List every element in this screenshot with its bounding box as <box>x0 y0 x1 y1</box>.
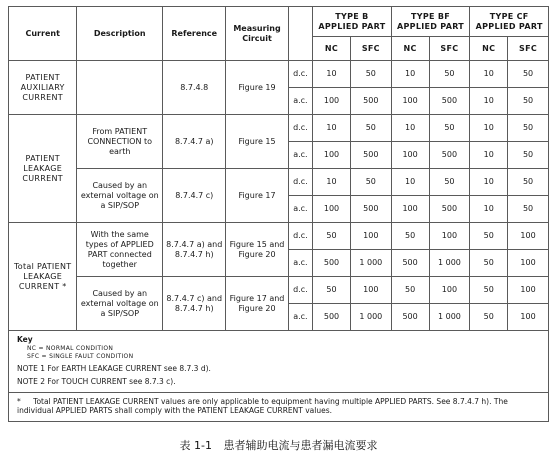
description-cell: Caused by an external voltage on a SIP/SOP <box>77 277 163 331</box>
key-nc: NC = NORMAL CONDITION <box>27 345 114 353</box>
header-description: Description <box>77 7 163 61</box>
table-row <box>9 223 549 250</box>
value-cell: 500 <box>391 304 429 331</box>
value-cell: 100 <box>508 250 549 277</box>
current-type-cell: d.c. <box>288 115 312 142</box>
value-cell: 10 <box>313 115 351 142</box>
value-cell: 50 <box>470 223 508 250</box>
value-cell: 50 <box>508 88 549 115</box>
value-cell: 500 <box>391 250 429 277</box>
description-cell <box>77 61 163 115</box>
value-cell: 50 <box>350 61 391 88</box>
value-cell: 10 <box>470 61 508 88</box>
reference-cell: 8.7.4.7 a) <box>163 115 226 169</box>
value-cell: 50 <box>429 115 470 142</box>
value-cell: 100 <box>508 277 549 304</box>
header-sfc: SFC <box>429 37 470 61</box>
value-cell: 50 <box>470 304 508 331</box>
value-cell: 100 <box>508 223 549 250</box>
value-cell: 50 <box>313 277 351 304</box>
value-cell: 50 <box>429 169 470 196</box>
value-cell: 50 <box>508 61 549 88</box>
key-section <box>8 331 549 393</box>
reference-cell: 8.7.4.7 c) and 8.7.4.7 h) <box>163 277 226 331</box>
header-type-bf: TYPE BF APPLIED PART <box>391 7 470 37</box>
header-nc: NC <box>313 37 351 61</box>
caption-label: 表 1-1 <box>179 439 212 452</box>
circuit-cell: Figure 19 <box>226 61 288 115</box>
value-cell: 500 <box>350 196 391 223</box>
value-cell: 50 <box>508 115 549 142</box>
value-cell: 10 <box>470 115 508 142</box>
value-cell: 10 <box>470 196 508 223</box>
value-cell: 500 <box>429 142 470 169</box>
value-cell: 1 000 <box>350 250 391 277</box>
current-cell: PATIENT AUXILIARY CURRENT <box>9 61 77 115</box>
value-cell: 10 <box>470 88 508 115</box>
value-cell: 500 <box>429 88 470 115</box>
value-cell: 500 <box>350 88 391 115</box>
header-nc: NC <box>391 37 429 61</box>
footnote-marker: * <box>17 396 21 406</box>
reference-cell: 8.7.4.7 c) <box>163 169 226 223</box>
circuit-cell: Figure 15 and Figure 20 <box>226 223 288 277</box>
current-type-cell: d.c. <box>288 277 312 304</box>
value-cell: 10 <box>470 169 508 196</box>
current-type-cell: d.c. <box>288 169 312 196</box>
document-sheet <box>8 6 549 422</box>
description-cell: With the same types of APPLIED PART connected together <box>77 223 163 277</box>
header-sfc: SFC <box>508 37 549 61</box>
value-cell: 50 <box>470 277 508 304</box>
current-cell: PATIENT LEAKAGE CURRENT <box>9 115 77 223</box>
current-type-cell: a.c. <box>288 250 312 277</box>
value-cell: 10 <box>313 61 351 88</box>
value-cell: 10 <box>391 115 429 142</box>
value-cell: 10 <box>470 142 508 169</box>
note-1: NOTE 1 For EARTH LEAKAGE CURRENT see 8.7.3 d). <box>17 364 211 374</box>
value-cell: 50 <box>313 223 351 250</box>
value-cell: 50 <box>508 169 549 196</box>
value-cell: 100 <box>391 88 429 115</box>
value-cell: 100 <box>313 196 351 223</box>
reference-cell: 8.7.4.8 <box>163 61 226 115</box>
value-cell: 50 <box>350 169 391 196</box>
circuit-cell: Figure 17 <box>226 169 288 223</box>
table-row <box>9 277 549 304</box>
footnote-text: Total PATIENT LEAKAGE CURRENT values are only applicable to equipment having multiple APPLIED PARTS. See 8.7.4.7 h). The individual APPLIED PARTS shall comply with the PATIENT LEAKAGE CURRENT values. <box>17 396 508 416</box>
table-row <box>9 61 549 88</box>
note-2: NOTE 2 For TOUCH CURRENT see 8.7.3 c). <box>17 377 176 387</box>
value-cell: 50 <box>391 277 429 304</box>
header-type-cf: TYPE CF APPLIED PART <box>470 7 549 37</box>
footnote-box <box>8 393 549 423</box>
key-title: Key <box>17 335 33 344</box>
value-cell: 1 000 <box>429 304 470 331</box>
value-cell: 50 <box>508 142 549 169</box>
reference-cell: 8.7.4.7 a) and 8.7.4.7 h) <box>163 223 226 277</box>
current-type-cell: a.c. <box>288 196 312 223</box>
value-cell: 10 <box>313 169 351 196</box>
table-row <box>9 115 549 142</box>
header-current: Current <box>9 7 77 61</box>
value-cell: 50 <box>350 115 391 142</box>
table-caption <box>0 437 557 453</box>
current-type-cell: a.c. <box>288 304 312 331</box>
value-cell: 10 <box>391 169 429 196</box>
value-cell: 50 <box>508 196 549 223</box>
current-type-cell: d.c. <box>288 61 312 88</box>
key-sfc: SFC = SINGLE FAULT CONDITION <box>27 353 134 361</box>
current-type-cell: d.c. <box>288 223 312 250</box>
value-cell: 500 <box>350 142 391 169</box>
description-cell: Caused by an external voltage on a SIP/SOP <box>77 169 163 223</box>
header-nc: NC <box>470 37 508 61</box>
value-cell: 100 <box>350 223 391 250</box>
value-cell: 50 <box>391 223 429 250</box>
value-cell: 100 <box>313 88 351 115</box>
value-cell: 100 <box>350 277 391 304</box>
value-cell: 50 <box>429 61 470 88</box>
header-type-b: TYPE B APPLIED PART <box>313 7 392 37</box>
header-blank <box>288 7 312 61</box>
current-cell: Total PATIENT LEAKAGE CURRENT * <box>9 223 77 331</box>
value-cell: 100 <box>391 142 429 169</box>
value-cell: 50 <box>470 250 508 277</box>
current-type-cell: a.c. <box>288 88 312 115</box>
circuit-cell: Figure 15 <box>226 115 288 169</box>
description-cell: From PATIENT CONNECTION to earth <box>77 115 163 169</box>
header-reference: Reference <box>163 7 226 61</box>
value-cell: 100 <box>391 196 429 223</box>
leakage-current-table <box>8 6 549 331</box>
header-sfc: SFC <box>350 37 391 61</box>
circuit-cell: Figure 17 and Figure 20 <box>226 277 288 331</box>
value-cell: 1 000 <box>350 304 391 331</box>
value-cell: 500 <box>429 196 470 223</box>
current-type-cell: a.c. <box>288 142 312 169</box>
value-cell: 100 <box>508 304 549 331</box>
value-cell: 100 <box>429 223 470 250</box>
value-cell: 10 <box>391 61 429 88</box>
caption-text: 患者辅助电流与患者漏电流要求 <box>223 439 378 452</box>
value-cell: 100 <box>429 277 470 304</box>
value-cell: 500 <box>313 250 351 277</box>
value-cell: 500 <box>313 304 351 331</box>
header-measuring-circuit: Measuring Circuit <box>226 7 288 61</box>
value-cell: 100 <box>313 142 351 169</box>
value-cell: 1 000 <box>429 250 470 277</box>
table-row <box>9 169 549 196</box>
